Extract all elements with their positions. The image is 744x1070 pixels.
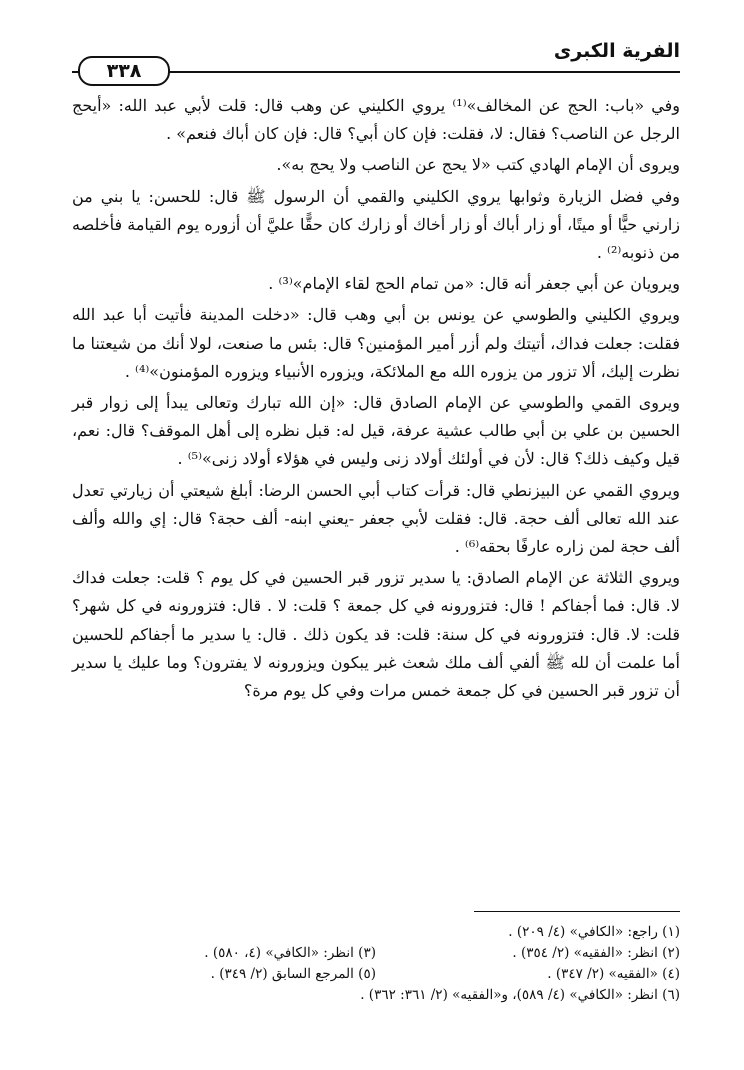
footnote-3: (٣) انظر: «الكافي» (٤، ٥٨٠) . xyxy=(204,945,376,961)
paragraph: ويرويان عن أبي جعفر أنه قال: «من تمام الحج لقاء الإمام»⁽³⁾ . xyxy=(268,274,680,294)
footnote-2: (٢) انظر: «الفقيه» (٢/ ٣٥٤) . xyxy=(512,945,680,961)
footnote-4: (٤) «الفقيه» (٢/ ٣٤٧) . xyxy=(547,966,680,982)
footnote-5: (٥) المرجع السابق (٢/ ٣٤٩) . xyxy=(210,966,376,982)
paragraph: ويروي الكليني والطوسي عن يونس بن أبي وهب قال: «دخلت المدينة فأتيت أبا عبد الله فقلت: جعلت فداك، أتيتك ولم أزر أمير المؤمنين؟ قال: بئس ما صنعت، لولا أنك من شيعتنا ما نظرت إليك، ألا تزور من يزوره الله مع الملائكة، ويزوره الأنبياء ويزوره المؤمنون»⁽⁴⁾ . xyxy=(72,305,680,381)
footnote-6: (٦) انظر: «الكافي» (٤/ ٥٨٩)، و«الفقيه» (٢/ ٣٦١: ٣٦٢) . xyxy=(360,987,680,1003)
paragraph: وفي فضل الزيارة وثوابها يروي الكليني والقمي أن الرسول ﷺ قال: للحسن: يا بني من زارني حيًّا أو ميتًا، أو زار أباك أو زار أخاك أو زارك كان حقًّا عليَّ أن أزوره يوم القيامة فأخلصه من ذنوبه⁽²⁾ . xyxy=(72,186,680,263)
page-header xyxy=(72,40,680,82)
footnote-divider xyxy=(474,911,680,912)
paragraph: ويروي الثلاثة عن الإمام الصادق: يا سدير تزور قبر الحسين في كل يوم ؟ قلت: جعلت فداك لا. قال: فما أجفاكم ! قال: فتزورونه في كل جمعة ؟ قلت: لا . قال: فتزورونه في كل شهر؟ قلت: لا. قال: فتزورونه في كل سنة: قلت: قد يكون ذلك . قال: يا سدير ما أجفاكم للحسين أما علمت أن لله ﷺ ألفي ألف ملك شعث غبر يبكون ويزورونه لا يفترون؟ وما عليك يا سدير أن تزور قبر الحسين في كل جمعة خمس مرات وفي كل يوم مرة؟ xyxy=(72,568,680,701)
paragraph: ويروى القمي والطوسي عن الإمام الصادق قال: «إن الله تبارك وتعالى يبدأ إلى زوار قبر الحسين بن علي بن أبي طالب عشية عرفة، قيل له: قبل نظره إلى أهل الموقف؟ قال: نعم، قيل وكيف ذلك؟ قال: لأن في أولئك أولاد زنى وليس في هؤلاء أولاد زنى»⁽⁵⁾ . xyxy=(72,393,680,469)
paragraph: وفي «باب: الحج عن المخالف»⁽¹⁾ يروي الكليني عن وهب قال: قلت لأبي عبد الله: «أيحج الرجل عن الناصب؟ فقال: لا، فقلت: فإن كان أبي؟ قال: فإن كان أباك فنعم» . xyxy=(72,96,680,144)
page-number: ٣٣٨ xyxy=(78,56,170,86)
paragraph: ويروي القمي عن البيزنطي قال: قرأت كتاب أبي الحسن الرضا: أبلغ شيعتي أن زيارتي تعدل عند الله تعالى ألف حجة. قال: فقلت لأبي جعفر -يعني ابنه- ألف حجة؟ قال: إي والله وألف ألف حجة لمن زاره عارفًا بحقه⁽⁶⁾ . xyxy=(72,480,680,557)
paragraph: ويروى أن الإمام الهادي كتب «لا يحج عن الناصب ولا يحج به». xyxy=(276,155,680,175)
running-title: الفرية الكبرى xyxy=(553,40,680,62)
footnote-1: (١) راجع: «الكافي» (٤/ ٢٠٩) . xyxy=(508,924,680,940)
body-text xyxy=(72,92,680,708)
footnotes xyxy=(72,922,680,1006)
